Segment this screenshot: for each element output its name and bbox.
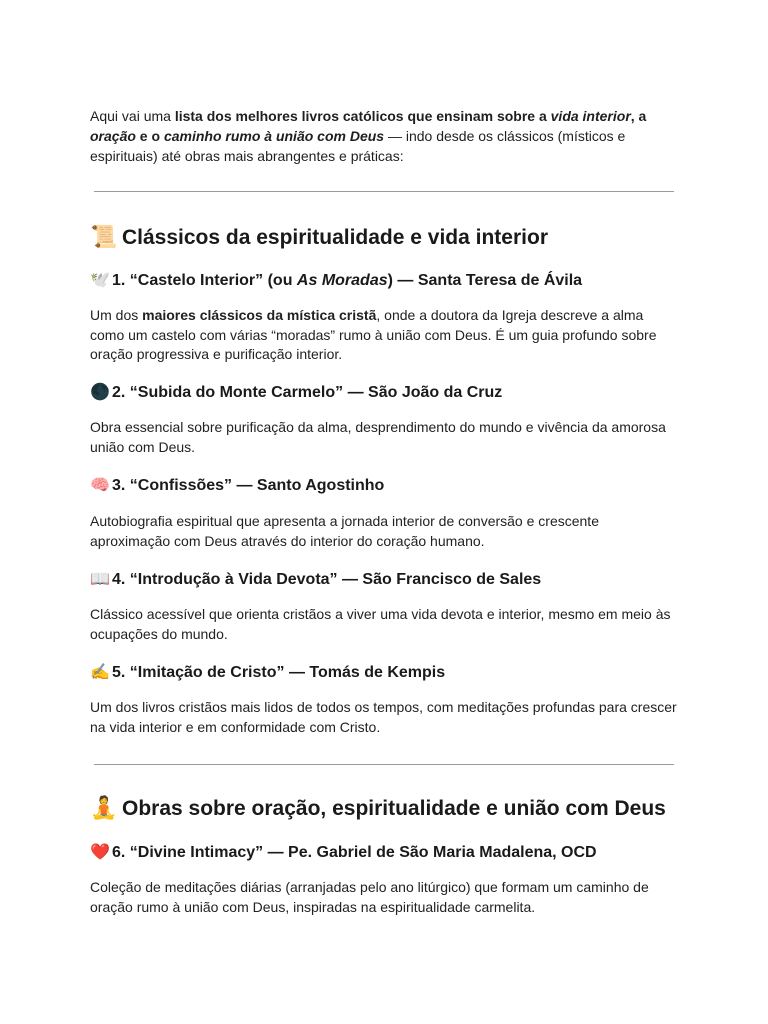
intro-bold: lista dos melhores livros católicos que ensinam sobre a — [174, 108, 551, 124]
book-heading-1 — [90, 270, 582, 290]
dove-icon: 🕊️ — [90, 272, 110, 289]
book-description-1 — [90, 306, 680, 365]
scroll-icon: 📜 — [90, 224, 118, 249]
book-description-5: Um dos livros cristãos mais lidos de todos os tempos, com meditações profundas para crescer na vida interior e em conformidade com Cristo. — [90, 699, 677, 735]
desc-bold: maiores clássicos da mística cristã — [142, 307, 377, 323]
intro-text: — indo desde os clássicos (místicos e espirituais) até obras mais abrangentes e práticas: — [90, 128, 626, 164]
book-heading-3 — [90, 475, 384, 495]
book-title: 6. “Divine Intimacy” — Pe. Gabriel de São Maria Madalena, OCD — [112, 844, 597, 861]
section-heading-classics — [90, 224, 548, 250]
book-description-4: Clássico acessível que orienta cristãos a viver uma vida devota e interior, mesmo em meio às ocupações do mundo. — [90, 606, 671, 642]
book-heading-5 — [90, 662, 445, 682]
book-title: 1. “Castelo Interior” (ou — [112, 272, 297, 289]
section-title: Obras sobre oração, espiritualidade e união com Deus — [122, 797, 666, 820]
intro-bold: e o — [135, 128, 164, 144]
book-description-2: Obra essencial sobre purificação da alma, desprendimento do mundo e vivência da amorosa união com Deus. — [90, 419, 666, 455]
intro-bold: , a — [630, 108, 647, 124]
intro-text: Aqui vai uma — [90, 108, 175, 124]
book-title: 3. “Confissões” — Santo Agostinho — [112, 477, 385, 494]
divider — [94, 764, 674, 765]
writing-hand-icon: ✍️ — [90, 664, 110, 681]
book-title-italic: As Moradas — [296, 272, 388, 289]
book-title: 2. “Subida do Monte Carmelo” — São João da Cruz — [112, 384, 503, 401]
brain-icon: 🧠 — [90, 477, 110, 494]
book-heading-2 — [90, 382, 502, 402]
desc-text: , onde a doutora da Igreja descreve a alma como um castelo com várias “moradas” rumo à união com Deus. É um guia profundo sobre oração progressiva e purificação interior. — [90, 307, 657, 362]
open-book-icon: 📖 — [90, 571, 110, 588]
meditation-icon: 🧘 — [90, 795, 118, 820]
book-description-6: Coleção de meditações diárias (arranjadas pelo ano litúrgico) que formam um caminho de oração rumo à união com Deus, inspiradas na espiritualidade carmelita. — [90, 879, 649, 915]
intro-italic: oração — [90, 128, 136, 144]
heart-icon: ❤️ — [90, 844, 110, 861]
book-title: ) — Santa Teresa de Ávila — [387, 272, 583, 289]
desc-text: Um dos — [90, 307, 143, 323]
book-title: 5. “Imitação de Cristo” — Tomás de Kempis — [112, 664, 446, 681]
dark-circle-icon: 🌑 — [90, 384, 110, 401]
book-heading-4 — [90, 569, 541, 589]
intro-paragraph — [90, 106, 680, 166]
book-heading-6 — [90, 842, 597, 862]
book-title: 4. “Introdução à Vida Devota” — São Francisco de Sales — [112, 571, 542, 588]
divider — [94, 191, 674, 192]
book-description-3: Autobiografia espiritual que apresenta a jornada interior de conversão e crescente aproximação com Deus através do interior do coração humano. — [90, 513, 599, 549]
section-heading-prayer — [90, 795, 666, 821]
intro-italic: caminho rumo à união com Deus — [163, 128, 385, 144]
document-body — [90, 106, 680, 915]
section-title: Clássicos da espiritualidade e vida interior — [122, 226, 548, 249]
intro-italic: vida interior — [550, 108, 631, 124]
